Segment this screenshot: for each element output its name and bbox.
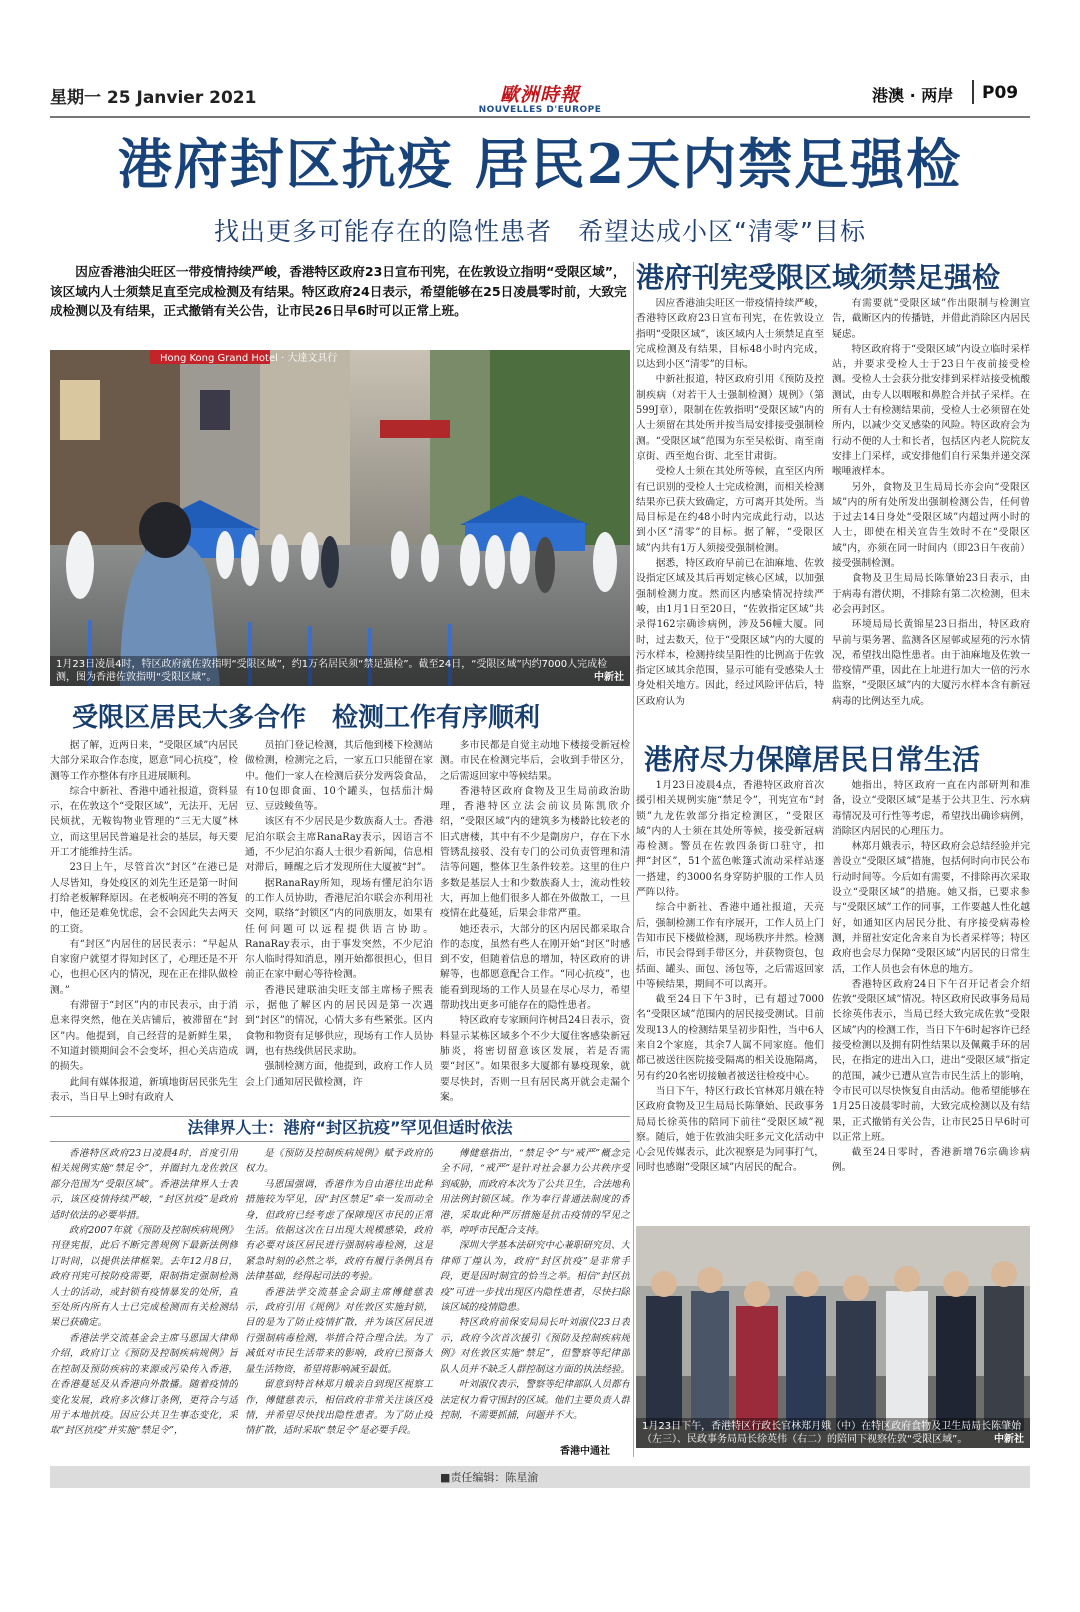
- lead-paragraph-box: [50, 262, 630, 342]
- footer-bar: [50, 1466, 1030, 1488]
- section1-col1: [50, 738, 238, 1110]
- paragraph: 叶刘淑仪表示，警察等纪律部队人员都有法定权力看守围封的区域。他们主要负责人群控制，不需要抓捕，问题并不大。: [440, 1379, 630, 1421]
- section1-title: 受限区居民大多合作 检测工作有序顺利: [72, 703, 541, 733]
- newspaper-logo: [472, 80, 608, 115]
- logo-french: NOUVELLES D'EUROPE: [478, 105, 602, 115]
- paragraph: 香港法学交流基金会主席马恩国大律师介绍，政府订立《预防及控制疾病规例》旨在控制及预防疾病的来源或污染传入香港，在香港蔓延及从香港向外散播。随着疫情的变化发展，政府多次修订条例，更符合与适用于本地抗疫。因应公共卫生事态变化，采取“封区抗疫”并实施“禁足令”，: [50, 1332, 238, 1437]
- section2-col2: [832, 296, 1030, 738]
- paragraph: 有“封区”内居住的居民表示：“早起从自家窗户就望才得知封区了，心理还是不开心，也担心区内的情况，现在正在排队做检测。”: [50, 938, 238, 996]
- paragraph: 该区有不少居民是少数族裔人士。香港尼泊尔联会主席RanaRay表示，因语言不通，不少尼泊尔裔人士很少看新闻，信息相对滞后，睡醒之后才发现所住大厦被“封”。: [245, 816, 433, 874]
- paragraph: 傅健慈指出，“禁足令”与“戒严”概念完全不同，“戒严”是针对社会暴力公共秩序受到威胁，而政府本次为了公共卫生，合法地利用法例封锁区域。作为奉行普通法制度的香港，采取此种严厉措施是抗击疫情的罕见之举，哼呼市民配合支持。: [440, 1148, 630, 1237]
- paragraph: 截至24日零时，香港新增76宗确诊病例。: [832, 1147, 1030, 1174]
- section1-col2: [245, 738, 433, 1110]
- officials-photo-illustration: [636, 1226, 1030, 1448]
- paragraph: 留意到特首林郑月娥亲自到现区视察工作，傅健慈表示，相信政府非常关注该区疫情，并希望尽快找出隐性患者。为了防止疫情扩散，适时采取“禁足令”是必要手段。: [245, 1379, 433, 1437]
- paragraph: 1月23日凌晨4点，香港特区政府首次援引相关规例实施“禁足令”，刊宪宣布“封锁”九龙佐敦部分指定检测区，“受限区域”内的人士须在其处所等候，接受新冠病毒检测。警员在佐敦四条街口驻守，扣押“封区”，51个蓝色帐篷式流动采样站逐一搭建，约3000名身穿防护服的工作人员严阵以待。: [636, 780, 824, 899]
- street-photo-illustration: [50, 350, 630, 686]
- photo1-caption: [50, 656, 630, 686]
- paragraph: 因应香港油尖旺区一带疫情持续严峻，香港特区政府23日宣布刊宪，在佐敦设立指明“受限区域”，该区域内人士须禁足直至完成检测及有结果，目标48小时内完成，以达到小区“清零”的目标。: [636, 298, 824, 371]
- logo-chinese: 歐洲時報: [499, 84, 580, 106]
- law-section-title: 法律界人士：港府“封区抗疫”罕见但适时依法: [187, 1118, 513, 1137]
- paragraph: 当日下午，特区行政长官林郑月娥在特区政府食物及卫生局局长陈肇始、民政事务局局长徐英伟的陪同下前往“受限区域”视察。随后，她于佐敦油尖旺多元文化活动中心会见传媒表示，此次视察是为同事打气，同时也感谢“受限区域”内居民的配合。: [636, 1085, 824, 1174]
- paragraph: 截至24日下午3时，已有超过7000名“受限区域”范围内的居民接受测试。目前发现13人的检测结果呈初步阳性，当中6人来自2个家庭，其余7人属不同家庭。他们都已被送往医院接受隔离的相关设施隔离，另有约20名密切接触者被送往检疫中心。: [636, 994, 824, 1082]
- paragraph: 她指出，特区政府一直在内部研判和准备，设立“受限区域”是基于公共卫生、污水病毒情况及可行性等考虑，希望找出确诊病例，消除区内居民的心理压力。: [832, 780, 1030, 837]
- law-col1: [50, 1146, 238, 1458]
- photo2-caption-text: 1月23日下午，香港特区行政长官林郑月娥（中）在特区政府食物及卫生局局长陈肇始（左三）、民政事务局局长徐英伟（右二）的陪同下视察佐敦“受限区域”。: [642, 1421, 1022, 1445]
- law-source: 香港中通社: [560, 1446, 610, 1457]
- section1-col3: [440, 738, 630, 1110]
- paragraph: 有需要就“受限区域”作出限制与检测宣告，截断区内的传播链，并借此消除区内居民疑虑。: [832, 298, 1030, 340]
- paragraph: 中新社报道，特区政府引用《预防及控制疾病（对若干人士强制检测）规例》（第599J章），限制在佐敦指明“受限区域”内的人士须留在其处所并按当局安排接受强制检测。“受限区域”范围为东至吴松街、南至南京街、西至炮台街、北至甘肃街。: [636, 374, 824, 462]
- paragraph: 员拍门登记检测，其后他到楼下检测站做检测，检测完之后，一家五口只能留在家中。他们一家人在检测后获分发两袋食品，有10包即食面、10个罐头，包括茄汁焗豆、豆豉鲮鱼等。: [245, 740, 433, 813]
- paragraph: 香港特区政府24日下午召开记者会介绍佐敦“受限区域”情况。特区政府民政事务局局长徐英伟表示，当局已经大致完成佐敦“受限区域”内的检测工作，当日下午6时起容许已经接受检测以及拥有阴性结果以及佩戴手环的居民，在指定的进出入口，进出“受限区域”指定的范围，减少已遭从宣告市民生活上的影响，令市民可以尽快恢复自由活动。他希望能够在1月25日凌晨零时前，大致完成检测以及有结果，正式撤销有关公告，让市民25日早6时可以正常上班。: [832, 978, 1030, 1143]
- street-photo: [50, 350, 630, 686]
- editor-credit: ■责任编辑：陈星渝: [440, 1471, 539, 1484]
- section-label: 港澳 · 两岸: [872, 86, 954, 105]
- paragraph: 受检人士须在其处所等候，直至区内所有已识别的受检人士完成检测，而相关检测结果亦已获大致确定，方可离开其处所。当局目标是在约48小时内完成此行动，以达到小区“清零”的目标。据了解，“受限区域”内共有1万人须接受强制检测。: [636, 466, 824, 554]
- paragraph: 她还表示，大部分的区内居民都采取合作的态度，虽然有些人在刚开始“封区”时感到不安，但随着信息的增加，特区政府的讲解等，也都愿意配合工作。“同心抗疫”，也能看到现场的工作人员显在尽心尽力，希望帮助找出更多可能存在的隐性患者。: [440, 923, 630, 1012]
- law-col2: [245, 1146, 433, 1458]
- paragraph: 是《预防及控制疾病规例》赋予政府的权力。: [245, 1148, 433, 1175]
- main-headline: 港府封区抗疫 居民2天内禁足强检: [117, 132, 963, 196]
- paragraph: 有滞留于“封区”内的市民表示，由于消息来得突然，他在关店铺后，被滞留在“封区”内。他提到，自己经营的是新鲜生果，不知道封锁期间会不会变坏，担心关店造成的损失。: [50, 1000, 238, 1073]
- header-divider: [972, 80, 974, 104]
- paragraph: 23日上午，尽管首次“封区”在港已是人尽皆知，身处疫区的刘先生还是第一时间打给老板解释原因。在老板响亮不明的答复中，他还是难免忧虑，会不会因此失去两天的工资。: [50, 862, 238, 935]
- paragraph: 深圳大学基本法研究中心兼职研究员、大律师丁煌认为，政府“封区抗疫”是非常手段，更是因时制宜的恰当之举。相信“封区抗疫”可进一步找出现区内隐性患者，尽快扫除该区域的疫情隐患。: [440, 1240, 630, 1314]
- hotel-sign-text: Hong Kong Grand Hotel · 大達文具行: [160, 353, 338, 364]
- paragraph: 多市民都是自觉主动地下楼接受新冠检测。市民在检测完毕后，会收到手带区分，之后需返回家中等候结果。: [440, 740, 630, 782]
- header-rule: [50, 116, 1030, 118]
- paragraph: 食物及卫生局局长陈肇始23日表示，由于病毒有潜伏期，不排除有第二次检测，但未必会再封区。: [832, 573, 1030, 615]
- paragraph: 强制检测方面，他提到，政府工作人员会上门通知居民做检测，许: [245, 1061, 433, 1088]
- photo2-credit: 中新社: [994, 1434, 1024, 1445]
- paragraph: 特区政府前保安局局长叶刘淑仪23日表示，政府今次首次援引《预防及控制疾病规例》对佐敦区实施“禁足”，但警察等纪律部队人员并不缺乏人群控制这方面的执法经验。: [440, 1317, 630, 1375]
- photo1-caption-text: 1月23日凌晨4时，特区政府就佐敦指明“受限区域”，约1万名居民须“禁足强检”。截至24日，“受限区域”内约7000人完成检测，图为香港佐敦指明“受限区域”。: [56, 659, 608, 683]
- paragraph: 香港民建联油尖旺支部主席杨子熙表示，据他了解区内的居民因是第一次遇到“封区”的情况，心情大多有些紧张。区内食物和物资有足够供应，现场有工作人员协调，也有热线供居民求助。: [245, 984, 433, 1057]
- paragraph: 据悉，特区政府早前已在油麻地、佐敦设指定区域及其后再划定核心区域，以加强强制检测力度。然而区内感染情况持续严峻，由1月1日至20日，“佐敦指定区域”共录得162宗确诊病例，涉及56幢大厦。同时，过去数天，位于“受限区域”内的大厦的污水样本，检测持续呈阳性的比例高于佐敦指定区域其余范围，显示可能有受感染人士身处相关地方。因此，经过风险评估后，特区政府认为: [636, 558, 824, 707]
- paragraph: 据了解，近两日来，“受限区域”内居民大部分采取合作态度，愿意“同心抗疫”，检测等工作亦整体有序且进展顺利。: [50, 740, 238, 782]
- section3-title: 港府尽力保障居民日常生活: [644, 743, 981, 776]
- paragraph: 香港法学交流基金会副主席傅健慈表示，政府引用《规例》对佐敦区实施封锁，目的是为了防止疫情扩散，并为该区居民进行强制病毒检测，举措合符合理合法。为了减低对市民生活带来的影响，政府已预备大量生活物资，希望将影响减至最低。: [245, 1286, 433, 1375]
- paragraph: 此间有媒体报道，新填地街居民张先生表示，当日早上9时有政府人: [50, 1076, 238, 1103]
- paragraph: 特区政府将于“受限区域”内设立临时采样站，并要求受检人士于23日午夜前接受检测。受检人士会获分批安排到采样站接受梳酸测试，由专人以咽喉和鼻腔合并拭子采样。在所有人士有检测结果前，受检人士必须留在处所内，以减少交叉感染的风险。特区政府会为行动不便的人士和长者，包括区内老人院院友安排上门采样，或安排他们自行采集并递交深喉唾液样本。: [832, 343, 1030, 478]
- law-col3: [440, 1146, 630, 1442]
- paragraph: 环境局局长黄锦星23日指出，特区政府早前与渠务署、监测各区屋邨或屋苑的污水情况，希望找出隐性患者。由于油麻地及佐敦一带疫情严重，因此在上址进行加大一倍的污水监察，“受限区域”内的大厦污水样本含有新冠病毒的比例达至九成。: [832, 619, 1030, 707]
- sub-headline: 找出更多可能存在的隐性患者 希望达成小区“清零”目标: [214, 217, 866, 246]
- page-number: P09: [982, 83, 1019, 103]
- column-divider: [633, 262, 634, 1457]
- paragraph: 香港特区政府食物及卫生局前政治助理，香港特区立法会前议员陈凯欣介绍，“受限区域”内的建筑多为楼龄比较老的旧式唐楼，其中有不少是劏房户，存在下水管锈乱接驳、没有专门的公司负责管理和清洁等问题，整体卫生条件较差。这里的住户多数是基层人士和少数族裔人士，流动性较大，再加上他们很多人都在外做散工，一旦疫情在此蔓延，后果会非常严重。: [440, 785, 630, 920]
- section2-title: 港府刊宪受限区域须禁足强检: [636, 261, 1001, 294]
- photo1-credit: 中新社: [594, 672, 624, 683]
- paragraph: 马恩国强调，香港作为自由港往出此种措施较为罕见，因“封区禁足”牵一发而动全身，但政府已经考虑了保障现区市民的正常生活。依据这次在日出现大规模感染，政府有必要对该区居民进行强制病毒检测，这是紧急时刻的必然之举，政府有履行条例具有法律基础，经得起司法的考验。: [245, 1178, 433, 1283]
- photo2-caption: [636, 1418, 1030, 1448]
- section2-col1: [636, 296, 824, 738]
- officials-photo: [636, 1226, 1030, 1448]
- paragraph: 综合中新社、香港中通社报道，资料显示，在佐敦这个“受限区域”，无法开、无居民烦扰，无鞍钩物业管理的“三无大厦”林立，而这里居民普遍是社会的基层，每天要开工才能维持生活。: [50, 785, 238, 859]
- paragraph: 据RanaRay所知，现场有懂尼泊尔语的工作人员协助，香港尼泊尔联会亦利用社交网，联络“封锁区”内的同族朋友，如果有任何问题可以远程提供语言协助。RanaRay表示，由于事发突然，不少尼泊尔人临时得知消息，刚开始都很担心，但目前正在家中耐心等待检测。: [245, 877, 433, 981]
- issue-date: 星期一 25 Janvier 2021: [50, 88, 257, 108]
- paragraph: 香港特区政府23日凌晨4时，首度引用相关规例实施“禁足令”，并圈封九龙佐敦区部分范围为“受限区域”。香港法律界人士表示，该区疫情持续严峻，“封区抗疫”是政府适时依法的必要举措。: [50, 1148, 238, 1221]
- section3-col2: [832, 778, 1030, 1218]
- paragraph: 林郑月娥表示，特区政府会总结经验并完善设立“受限区域”措施，包括何时向市民公布行动时间等。今后如有需要，不排除再次采取设立“受限区域”的措施。她又指，已要求参与“受限区域”工作的同事，工作要越人性化越好，如通知区内居民分批、有序接受病毒检测，并留社安定化舍来自为长者采样等；特区政府也会尽力保障“受限区域”内居民的日常生活，工作人员也会有休息的地方。: [832, 841, 1030, 975]
- paragraph: 综合中新社、香港中通社报道，天亮后，强制检测工作有序展开，工作人员上门告知市民下楼做检测，现场秩序井然。检测后，市民会得到手带区分，并获物资包，包括面、罐头、面包、汤包等，之后需返回家中等候结果，期间不可以离开。: [636, 902, 824, 990]
- paragraph: 特区政府专家顾问许树昌24日表示，资料显示某栋区域多个不少大厦住客感染新冠肺炎，将密切留意该区发展，若是否需要“封区”。如果很多大厦都有暴疫现象，就要尽快封，否则一旦有居民离开就会走漏个案。: [440, 1015, 630, 1103]
- paragraph: 另外，食物及卫生局局长亦会向“受限区域”内的所有处所发出强制检测公告，任何曾于过去14日身处“受限区域”内超过两小时的人士，即使在相关宣告生效时不在“受限区域”内，亦须在同一时间内（即23日午夜前）接受强制检测。: [832, 481, 1030, 570]
- lead-paragraph: 因应香港油尖旺区一带疫情持续严峻，香港特区政府23日宣布刊宪，在佐敦设立指明“受限区域”，该区域内人士须禁足直至完成检测及有结果。特区政府24日表示，希望能够在25日凌晨零时前，大致完成检测以及有结果，正式撤销有关公告，让市民26日早6时可以正常上班。: [50, 264, 627, 318]
- section3-col1: [636, 778, 824, 1218]
- paragraph: 政府2007年就《预防及控制疾病规例》刊登宪报，此后不断完善规例下最新法例修订时间，以提供法律框架。去年12月8日，政府刊宪可按防疫需要，限制指定强制检测人士的活动，或封锁有疫情暴发的处所，直至处所内所有人士已完成检测而有关检测结果已获确定。: [50, 1225, 238, 1329]
